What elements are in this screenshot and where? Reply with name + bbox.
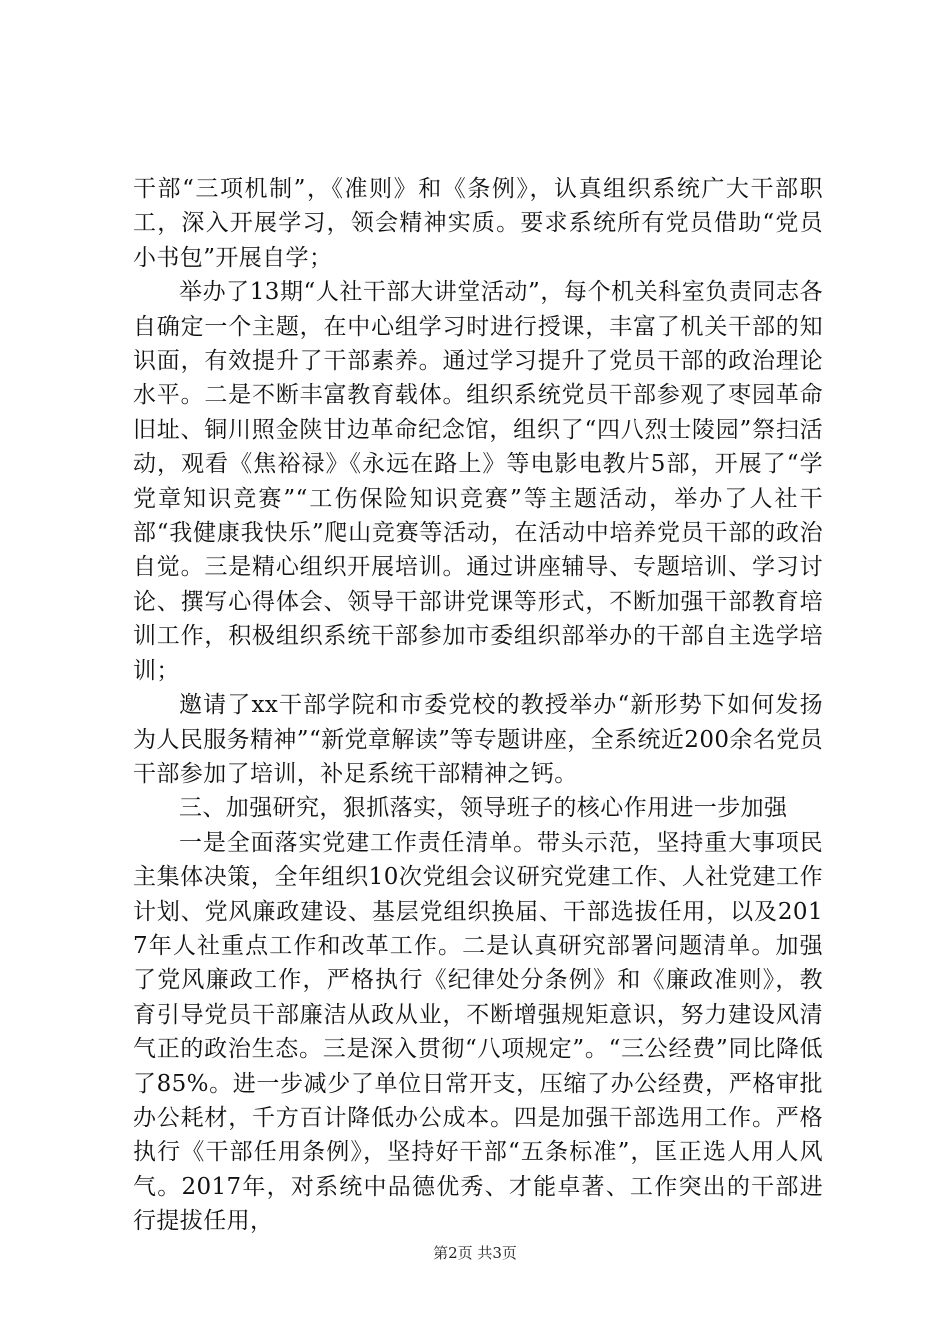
page-footer: 第2页 共3页 [433,1244,517,1262]
document-body [133,172,823,1239]
paragraph-lecture-hall: 举办了13期“人社干部大讲堂活动”，每个机关科室负责同志各自确定一个主题，在中心组学习时进行授课，丰富了机关干部的知识面，有效提升了干部素养。通过学习提升了党员干部的政治理论水平。二是不断丰富教育载体。组织系统党员干部参观了枣园革命旧址、铜川照金陕甘边革命纪念馆，组织了“四八烈士陵园”祭扫活动，观看《焦裕禄》《永远在路上》等电影电教片5部，开展了“学党章知识竞赛”“工伤保险知识竞赛”等主题活动，举办了人社干部“我健康我快乐”爬山竞赛等活动，在活动中培养党员干部的政治自觉。三是精心组织开展培训。通过讲座辅导、专题培训、学习讨论、撰写心得体会、领导干部讲党课等形式，不断加强干部教育培训工作，积极组织系统干部参加市委组织部举办的干部自主选学培训； [133,279,823,684]
paragraph-continuation: 干部“三项机制”，《准则》和《条例》，认真组织系统广大干部职工，深入开展学习，领会精神实质。要求系统所有党员借助“党员小书包”开展自学； [133,176,823,271]
paragraph-responsibility-list: 一是全面落实党建工作责任清单。带头示范，坚持重大事项民主集体决策，全年组织10次党组会议研究党建工作、人社党建工作计划、党风廉政建设、基层党组织换届、干部选拔任用，以及2017年人社重点工作和改革工作。二是认真研究部署问题清单。加强了党风廉政工作，严格执行《纪律处分条例》和《廉政准则》，教育引导党员干部廉洁从政从业，不断增强规矩意识，努力建设风清气正的政治生态。三是深入贯彻“八项规定”。“三公经费”同比降低了85%。进一步减少了单位日常开支，压缩了办公经费，严格审批办公耗材，千方百计降低办公成本。四是加强干部选用工作。严格执行《干部任用条例》，坚持好干部“五条标准”，匡正选人用人风气。2017年，对系统中品德优秀、才能卓著、工作突出的干部进行提拔任用， [133,829,823,1235]
section-heading-three: 三、加强研究，狠抓落实，领导班子的核心作用进一步加强 [179,795,788,822]
paragraph-invited-lectures: 邀请了xx干部学院和市委党校的教授举办“新形势下如何发扬为人民服务精神”“新党章解读”等专题讲座，全系统近200余名党员干部参加了培训，补足系统干部精神之钙。 [133,692,823,787]
